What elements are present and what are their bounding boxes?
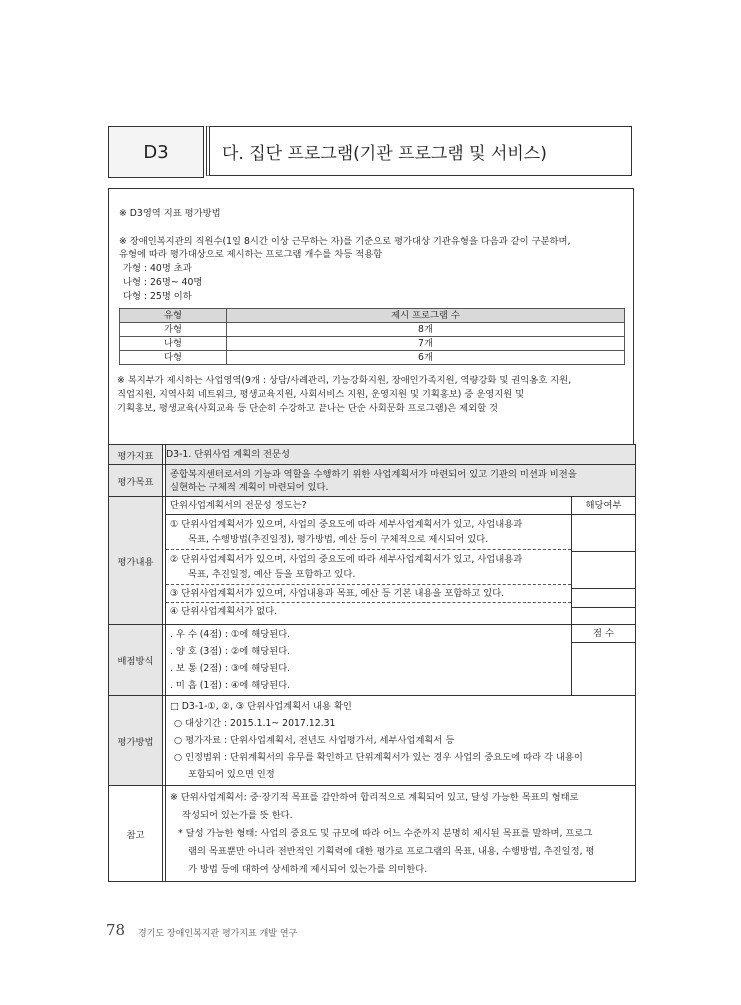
applicable-header: 해당여부 [572, 497, 635, 515]
evaluation-method-box [108, 188, 634, 460]
count-cell: 7개 [227, 337, 625, 351]
type-cell: 다형 [120, 351, 227, 365]
scoring-item: . 우 수 (4점) : ①에 해당된다. [170, 629, 291, 640]
count-header: 제시 프로그램 수 [227, 309, 625, 323]
count-cell: 8개 [227, 323, 625, 337]
info-line: 나형 : 26명~ 40명 [123, 277, 203, 288]
indicator-table [108, 444, 636, 882]
goal-line: 종합복지센터로서의 기능과 역할을 수행하기 위한 사업계획서가 마련되어 있고 기관의 미션과 비전을 [170, 468, 577, 480]
indicator-value: D3-1. 단위사업 계획의 전문성 [166, 445, 636, 465]
section-code: D3 [108, 126, 204, 178]
reference-line: 작성되어 있는가를 뜻 한다. [182, 809, 293, 821]
indicator-label: 평가지표 [109, 445, 163, 465]
reference-line: 램의 목표뿐만 아니라 전반적인 기획력에 대한 평가로 프로그램의 목표, 내용, 수행방법, 추진일정, 평 [188, 845, 595, 857]
info-line: 가형 : 40명 초과 [123, 263, 192, 274]
content-label: 평가내용 [109, 497, 163, 625]
score-header: 점 수 [572, 625, 635, 643]
info-line: ※ 장애인복지관의 직원수(1일 8시간 이상 근무하는 자)를 기준으로 평가대상 기관유형을 다음과 같이 구분하며, [119, 236, 571, 247]
type-cell: 나형 [120, 337, 227, 351]
method-line: ○ 대상기간 : 2015.1.1~ 2017.12.31 [174, 718, 336, 729]
goal-label: 평가목표 [109, 465, 163, 497]
content-item: ④ 단위사업계획서가 없다. [170, 606, 278, 617]
reference-line: 가 방법 등에 대하여 상세하게 제시되어 있는가를 의미한다. [188, 863, 428, 875]
page-number: 78 [106, 921, 126, 939]
info-line: 다형 : 25명 이하 [123, 291, 192, 302]
scoring-label: 배점방식 [109, 625, 163, 696]
method-label: 평가방법 [109, 696, 163, 786]
method-line: □ D3-1-①, ②, ③ 단위사업계획서 내용 확인 [170, 701, 352, 712]
type-table [119, 308, 625, 365]
content-item: ① 단위사업계획서가 있으며, 사업의 중요도에 따라 세부사업계획서가 있고, 사업내용과 [170, 519, 523, 530]
info-line: ※ D3영역 지표 평가방법 [119, 208, 221, 219]
content-item: ③ 단위사업계획서가 있으며, 사업내용과 목표, 예산 등 기본 내용을 포함하고 있다. [166, 585, 571, 603]
reference-line: ※ 단위사업계획서: 중·장기적 목표를 감안하여 합리적으로 계획되어 있고, 달성 가능한 목표의 형태로 [170, 791, 579, 803]
content-item: ② 단위사업계획서가 있으며, 사업의 중요도에 따라 세부사업계획서가 있고, 사업내용과 [170, 554, 523, 565]
reference-label: 참고 [109, 786, 163, 882]
content-item-cont: 목표, 수행방법(추진일정), 평가방법, 예산 등이 구체적으로 제시되어 있다. [188, 534, 489, 545]
footer-text: 경기도 장애인복지관 평가지표 개발 연구 [138, 929, 298, 939]
scoring-item: . 양 호 (3점) : ②에 해당된다. [170, 646, 291, 657]
reference-line: * 달성 가능한 형태: 사업의 중요도 및 규모에 따라 어느 수준까지 분명히 제시된 목표를 말하며, 프로그 [178, 827, 593, 839]
scoring-item: . 미 흡 (1점) : ④에 해당된다. [170, 680, 291, 691]
count-cell: 6개 [227, 351, 625, 365]
section-title: 다. 집단 프로그램(기관 프로그램 및 서비스) [206, 126, 632, 176]
method-line: ○ 평가자료 : 단위사업계획서, 전년도 사업평가서, 세부사업계획서 등 [174, 735, 455, 746]
note-line: 직업지원, 지역사회 네트워크, 평생교육지원, 사회서비스 지원, 운영지원 및 기획홍보) 중 운영지원 및 [117, 389, 525, 400]
content-question: 단위사업계획서의 전문성 정도는? [166, 497, 571, 515]
info-line: 유형에 따라 평가대상으로 제시하는 프로그램 개수를 차등 적용함 [119, 249, 383, 260]
note-line: ※ 복지부가 제시하는 사업영역(9개 : 상담/사례관리, 기능강화지원, 장애인가족지원, 역량강화 및 권익옹호 지원, [117, 375, 572, 386]
note-line: 기획홍보, 평생교육(사회교육 등 단순히 수강하고 끝나는 단순 사회문화 프로그램)은 제외할 것 [117, 403, 499, 414]
method-line: 포함되어 있으면 인정 [188, 769, 275, 780]
goal-line: 실현하는 구체적 계획이 마련되어 있다. [170, 481, 329, 493]
type-cell: 가형 [120, 323, 227, 337]
scoring-item: . 보 통 (2점) : ③에 해당된다. [170, 663, 291, 674]
content-item-cont: 목표, 추진일정, 예산 등을 포함하고 있다. [188, 569, 356, 580]
method-line: ○ 인정범위 : 단위계획서의 유무를 확인하고 단위계획서가 있는 경우 사업의 중요도에 따라 각 내용이 [174, 752, 583, 763]
type-header: 유형 [120, 309, 227, 323]
